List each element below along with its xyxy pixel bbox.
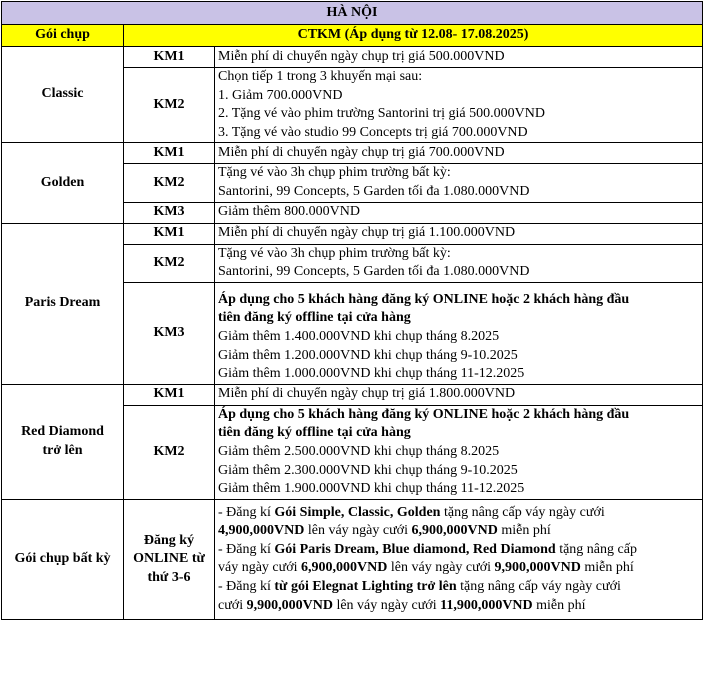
promo-text: Tặng vé vào 3h chụp phim trường bất kỳ: Santorini, 99 Concepts, 5 Garden tối đa 1.080.000VND [215, 164, 703, 202]
promo-label: KM2 [124, 68, 215, 143]
promo-label: Đăng ký ONLINE từ thứ 3-6 [124, 499, 215, 620]
promo-text: - Đăng kí Gói Simple, Classic, Golden tặng nâng cấp váy ngày cưới 4,900,000VND lên váy ngày cưới 6,900,000VND miễn phí - Đăng kí Gói Paris Dream, Blue diamond, Red Diamond tặng nâng cấp váy ngày cưới 6,900,000VND lên váy ngày cưới 9,900,000VND miễn phí - Đăng kí từ gói Elegnat Lighting trở lên tặng nâng cấp váy ngày cưới cưới 9,900,000VND lên váy ngày cưới 11,900,000VND miễn phí [215, 499, 703, 620]
table-row [2, 499, 703, 620]
header-row [2, 25, 703, 47]
promo-label: KM1 [124, 47, 215, 68]
package-golden: Golden [2, 143, 124, 223]
promo-label: KM2 [124, 164, 215, 202]
promo-text: Miễn phí di chuyển ngày chụp trị giá 500.000VND [215, 47, 703, 68]
promo-label: KM3 [124, 282, 215, 384]
promo-text: Miễn phí di chuyển ngày chụp trị giá 700.000VND [215, 143, 703, 164]
table-row [2, 143, 703, 164]
package-paris-dream: Paris Dream [2, 223, 124, 384]
promo-label: KM3 [124, 202, 215, 223]
promo-label: KM2 [124, 244, 215, 282]
package-any: Gói chụp bất kỳ [2, 499, 124, 620]
table-title: HÀ NỘI [2, 2, 703, 25]
header-promo: CTKM (Áp dụng từ 12.08- 17.08.2025) [124, 25, 703, 47]
header-package: Gói chụp [2, 25, 124, 47]
table-row [2, 47, 703, 68]
promo-label: KM2 [124, 405, 215, 499]
promo-text: Chọn tiếp 1 trong 3 khuyến mại sau: 1. Giảm 700.000VND 2. Tặng vé vào phim trường Santorini trị giá 500.000VND 3. Tặng vé vào studio 99 Concepts trị giá 700.000VND [215, 68, 703, 143]
table-row [2, 384, 703, 405]
package-classic: Classic [2, 47, 124, 143]
title-row [2, 2, 703, 25]
table-row [2, 223, 703, 244]
promotion-table [1, 1, 703, 620]
promo-text: Miễn phí di chuyển ngày chụp trị giá 1.100.000VND [215, 223, 703, 244]
promo-label: KM1 [124, 223, 215, 244]
promo-label: KM1 [124, 143, 215, 164]
promo-text: Miễn phí di chuyển ngày chụp trị giá 1.800.000VND [215, 384, 703, 405]
promo-text: Giảm thêm 800.000VND [215, 202, 703, 223]
promo-label: KM1 [124, 384, 215, 405]
promo-text: Áp dụng cho 5 khách hàng đăng ký ONLINE hoặc 2 khách hàng đầu tiên đăng ký offline tại cửa hàng Giảm thêm 2.500.000VND khi chụp tháng 8.2025 Giảm thêm 2.300.000VND khi chụp tháng 9-10.2025 Giảm thêm 1.900.000VND khi chụp tháng 11-12.2025 [215, 405, 703, 499]
package-red-diamond: Red Diamond trở lên [2, 384, 124, 499]
promo-text: Tặng vé vào 3h chụp phim trường bất kỳ: Santorini, 99 Concepts, 5 Garden tối đa 1.080.000VND [215, 244, 703, 282]
promo-text: Áp dụng cho 5 khách hàng đăng ký ONLINE hoặc 2 khách hàng đầu tiên đăng ký offline tại cửa hàng Giảm thêm 1.400.000VND khi chụp tháng 8.2025 Giảm thêm 1.200.000VND khi chụp tháng 9-10.2025 Giảm thêm 1.000.000VND khi chụp tháng 11-12.2025 [215, 282, 703, 384]
